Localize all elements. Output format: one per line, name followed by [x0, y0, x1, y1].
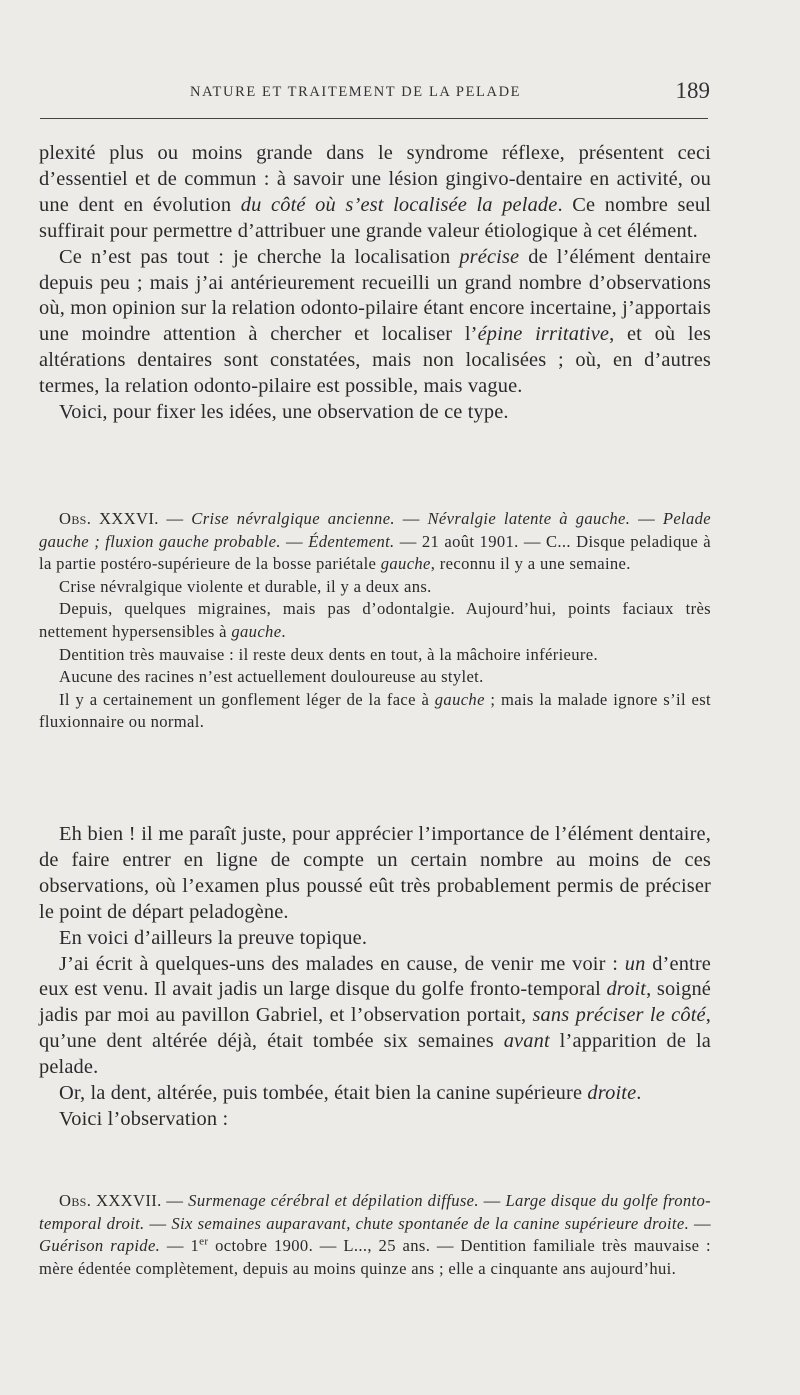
paragraph-1: plexité plus ou moins grande dans le syndrome réflexe, présentent ceci d’essentiel et de commun : à savoir une lésion gingivo-dentaire en activité, ou une dent en évolution du côté où s’est localisée la pelade. Ce nombre seul suffirait pour permettre d’attribuer une grande valeur étiologique à cet élément.: [39, 142, 711, 242]
main-text-block-2: [39, 822, 711, 1133]
paragraph-8: Voici l’observation :: [59, 1107, 229, 1130]
observation-36-paragraph-5: Aucune des racines n’est actuellement douloureuse au stylet.: [59, 667, 484, 687]
observation-36-heading: Obs. XXXVI. — Crise névralgique ancienne. — Névralgie latente à gauche. — Pelade gauche ; fluxion gauche probable. — Édentement. — 21 août 1901. — C... Disque peladique à la partie postéro-supérieure de la bosse pariétale gauche, reconnu il y a une semaine.: [39, 509, 711, 574]
header-rule: [40, 118, 708, 119]
observation-36-paragraph-4: Dentition très mauvaise : il reste deux dents en tout, à la mâchoire inférieure.: [59, 644, 599, 664]
paragraph-6: J’ai écrit à quelques-uns des malades en cause, de venir me voir : un d’entre eux est venu. Il avait jadis un large disque du golfe fronto-temporal droit, soigné jadis par moi au pavillon Gabriel, et l’observation portait, sans préciser le côté, qu’une dent altérée déjà, était tombée six semaines avant l’apparition de la pelade.: [39, 952, 711, 1079]
paragraph-2: Ce n’est pas tout : je cherche la localisation précise de l’élément dentaire depuis peu ; mais j’ai antérieurement recueilli un grand nombre d’observations où, mon opinion sur la relation odonto-pilaire étant encore incertaine, j’apportais une moindre attention à chercher et localiser l’épine irritative, et où les altérations dentaires sont constatées, mais non localisées ; où, en d’autres termes, la relation odonto-pilaire est possible, mais vague.: [39, 245, 711, 398]
page-number: 189: [675, 78, 710, 103]
paragraph-3: Voici, pour fixer les idées, une observation de ce type.: [59, 401, 509, 424]
paragraph-7: Or, la dent, altérée, puis tombée, était bien la canine supérieure droite.: [59, 1082, 642, 1105]
page-header: [40, 78, 716, 108]
running-title: NATURE ET TRAITEMENT DE LA PELADE: [190, 84, 522, 100]
main-text-block-1: [39, 141, 711, 426]
observation-36-paragraph-3: Depuis, quelques migraines, mais pas d’odontalgie. Aujourd’hui, points faciaux très nettement hypersensibles à gauche.: [39, 599, 711, 641]
observation-37-heading: Obs. XXXVII. — Surmenage cérébral et dépilation diffuse. — Large disque du golfe fronto-temporal droit. — Six semaines auparavant, chute spontanée de la canine supérieure droite. — Guérison rapide. — 1er octobre 1900. — L..., 25 ans. — Dentition familiale très mauvaise : mère édentée complètement, depuis au moins quinze ans ; elle a cinquante ans aujourd’hui.: [39, 1191, 712, 1278]
observation-36-paragraph-6: Il y a certainement un gonflement léger de la face à gauche ; mais la malade ignore s’il est fluxionnaire ou normal.: [39, 689, 712, 732]
paragraph-4: Eh bien ! il me paraît juste, pour apprécier l’importance de l’élément dentaire, de faire entrer en ligne de compte un certain nombre au moins de ces observations, où l’examen plus poussé eût très probablement permis de préciser le point de départ peladogène.: [39, 823, 711, 923]
paragraph-5: En voici d’ailleurs la preuve topique.: [59, 926, 368, 949]
observation-36-paragraph-2: Crise névralgique violente et durable, il y a deux ans.: [59, 576, 432, 596]
observation-36: [39, 508, 711, 734]
observation-37: [39, 1190, 711, 1280]
